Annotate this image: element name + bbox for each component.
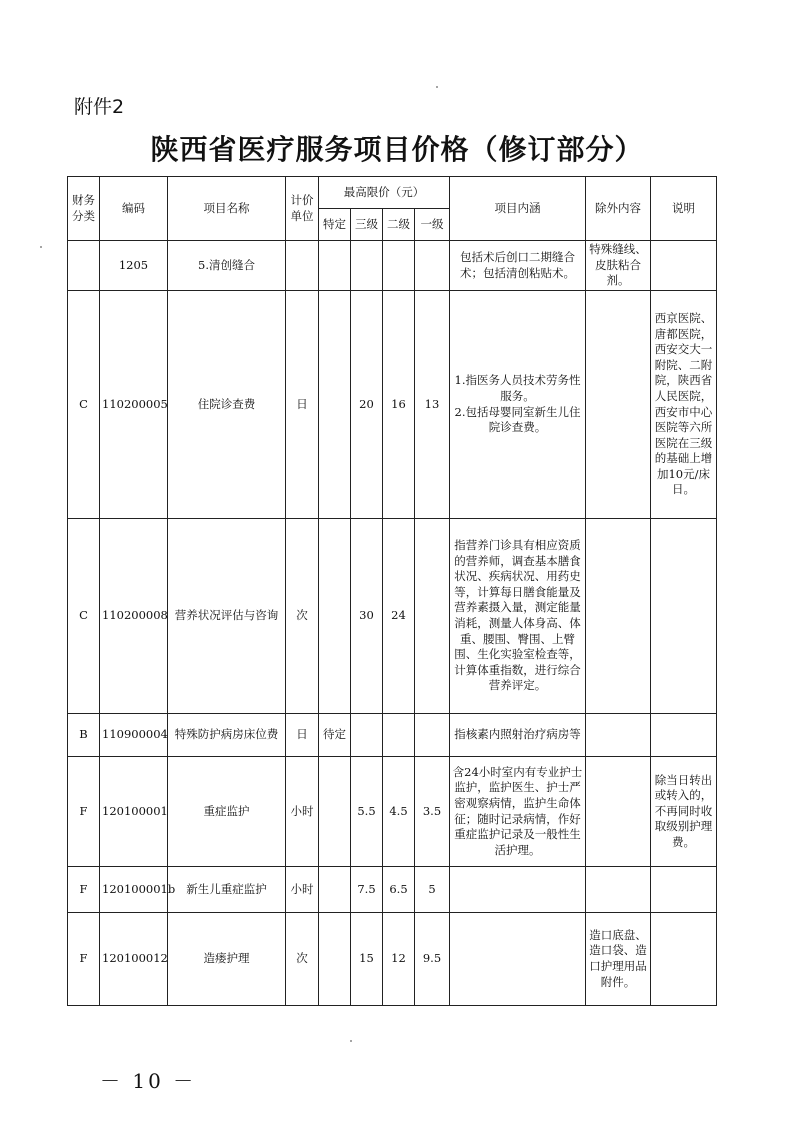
header-code: 编码	[100, 177, 168, 241]
table-row	[68, 913, 717, 1006]
cell-category: F	[68, 757, 100, 867]
document-title: 陕西省医疗服务项目价格（修订部分）	[150, 133, 644, 166]
cell-level3: 5.5	[351, 757, 383, 867]
cell-name: 新生儿重症监护	[168, 867, 286, 913]
table-row	[68, 291, 717, 519]
cell-category: F	[68, 867, 100, 913]
cell-code: 110200005	[100, 291, 168, 519]
cell-content	[450, 867, 586, 913]
cell-special	[319, 291, 351, 519]
cell-special	[319, 913, 351, 1006]
cell-level1	[415, 519, 450, 714]
header-name: 项目名称	[168, 177, 286, 241]
cell-name: 住院诊查费	[168, 291, 286, 519]
header-content: 项目内涵	[450, 177, 586, 241]
cell-exclusion	[586, 757, 651, 867]
cell-unit: 小时	[286, 757, 319, 867]
price-table	[67, 176, 717, 1006]
cell-unit: 次	[286, 913, 319, 1006]
cell-category: B	[68, 714, 100, 757]
cell-name: 特殊防护病房床位费	[168, 714, 286, 757]
cell-code: 120100001	[100, 757, 168, 867]
cell-name: 造瘘护理	[168, 913, 286, 1006]
cell-exclusion	[586, 714, 651, 757]
cell-content: 指营养门诊具有相应资质的营养师，调查基本膳食状况、疾病状况、用药史等，计算每日膳食能量及营养素摄入量，测定能量消耗，测量人体身高、体重、腰围、臀围、上臂围、生化实验室检查等，计算体重指数，进行综合营养评定。	[450, 519, 586, 714]
cell-note	[651, 714, 717, 757]
scan-speck	[350, 1040, 352, 1042]
cell-category: F	[68, 913, 100, 1006]
table-row	[68, 714, 717, 757]
cell-level3	[351, 241, 383, 291]
cell-name: 营养状况评估与咨询	[168, 519, 286, 714]
cell-category: C	[68, 519, 100, 714]
cell-level2: 4.5	[383, 757, 415, 867]
cell-content	[450, 913, 586, 1006]
cell-special	[319, 241, 351, 291]
cell-note	[651, 519, 717, 714]
cell-unit: 小时	[286, 867, 319, 913]
header-row-1	[68, 177, 717, 209]
cell-exclusion	[586, 867, 651, 913]
cell-note	[651, 913, 717, 1006]
cell-level1: 9.5	[415, 913, 450, 1006]
cell-content: 含24小时室内有专业护士监护，监护医生、护士严密观察病情，监护生命体征；随时记录病情，作好重症监护记录及一般性生活护理。	[450, 757, 586, 867]
header-note: 说明	[651, 177, 717, 241]
cell-level3: 20	[351, 291, 383, 519]
cell-unit: 日	[286, 714, 319, 757]
cell-level2: 12	[383, 913, 415, 1006]
cell-code: 110900004	[100, 714, 168, 757]
attachment-label: 附件2	[74, 96, 125, 118]
cell-level1	[415, 241, 450, 291]
cell-level2: 6.5	[383, 867, 415, 913]
cell-category	[68, 241, 100, 291]
cell-level2	[383, 714, 415, 757]
cell-category: C	[68, 291, 100, 519]
cell-level3: 7.5	[351, 867, 383, 913]
cell-level2	[383, 241, 415, 291]
header-exclusion: 除外内容	[586, 177, 651, 241]
cell-level3	[351, 714, 383, 757]
cell-code: 120100001b	[100, 867, 168, 913]
cell-level2: 24	[383, 519, 415, 714]
cell-note	[651, 867, 717, 913]
scan-speck	[40, 246, 42, 248]
header-max-price: 最高限价（元）	[319, 177, 450, 209]
cell-exclusion: 特殊缝线、皮肤粘合剂。	[586, 241, 651, 291]
cell-unit: 日	[286, 291, 319, 519]
cell-note: 西京医院、唐都医院，西安交大一附院、二附院，陕西省人民医院，西安市中心医院等六所医院在三级的基础上增加10元/床日。	[651, 291, 717, 519]
cell-level1	[415, 714, 450, 757]
cell-note: 除当日转出或转入的，不再同时收取级别护理费。	[651, 757, 717, 867]
header-level3: 三级	[351, 209, 383, 241]
cell-code: 120100012	[100, 913, 168, 1006]
cell-name: 5.清创缝合	[168, 241, 286, 291]
scan-speck	[436, 86, 438, 88]
header-level1: 一级	[415, 209, 450, 241]
cell-level1: 3.5	[415, 757, 450, 867]
cell-content: 1.指医务人员技术劳务性服务。 2.包括母婴同室新生儿住院诊查费。	[450, 291, 586, 519]
table-row	[68, 757, 717, 867]
cell-exclusion: 造口底盘、造口袋、造口护理用品附件。	[586, 913, 651, 1006]
cell-name: 重症监护	[168, 757, 286, 867]
cell-content: 指核素内照射治疗病房等	[450, 714, 586, 757]
cell-level2: 16	[383, 291, 415, 519]
cell-special: 待定	[319, 714, 351, 757]
cell-level1: 13	[415, 291, 450, 519]
header-level2: 二级	[383, 209, 415, 241]
cell-note	[651, 241, 717, 291]
cell-level3: 15	[351, 913, 383, 1006]
header-special: 特定	[319, 209, 351, 241]
table-row	[68, 867, 717, 913]
cell-content: 包括术后创口二期缝合术；包括清创粘贴术。	[450, 241, 586, 291]
cell-unit: 次	[286, 519, 319, 714]
cell-special	[319, 757, 351, 867]
cell-code: 1205	[100, 241, 168, 291]
cell-special	[319, 867, 351, 913]
table-row	[68, 519, 717, 714]
page-number: － 10 －	[100, 1069, 197, 1093]
header-unit: 计价单位	[286, 177, 319, 241]
cell-special	[319, 519, 351, 714]
cell-level1: 5	[415, 867, 450, 913]
cell-code: 110200008	[100, 519, 168, 714]
cell-unit	[286, 241, 319, 291]
table-row	[68, 241, 717, 291]
cell-exclusion	[586, 291, 651, 519]
table-body	[68, 177, 717, 1006]
cell-level3: 30	[351, 519, 383, 714]
header-category: 财务分类	[68, 177, 100, 241]
cell-exclusion	[586, 519, 651, 714]
